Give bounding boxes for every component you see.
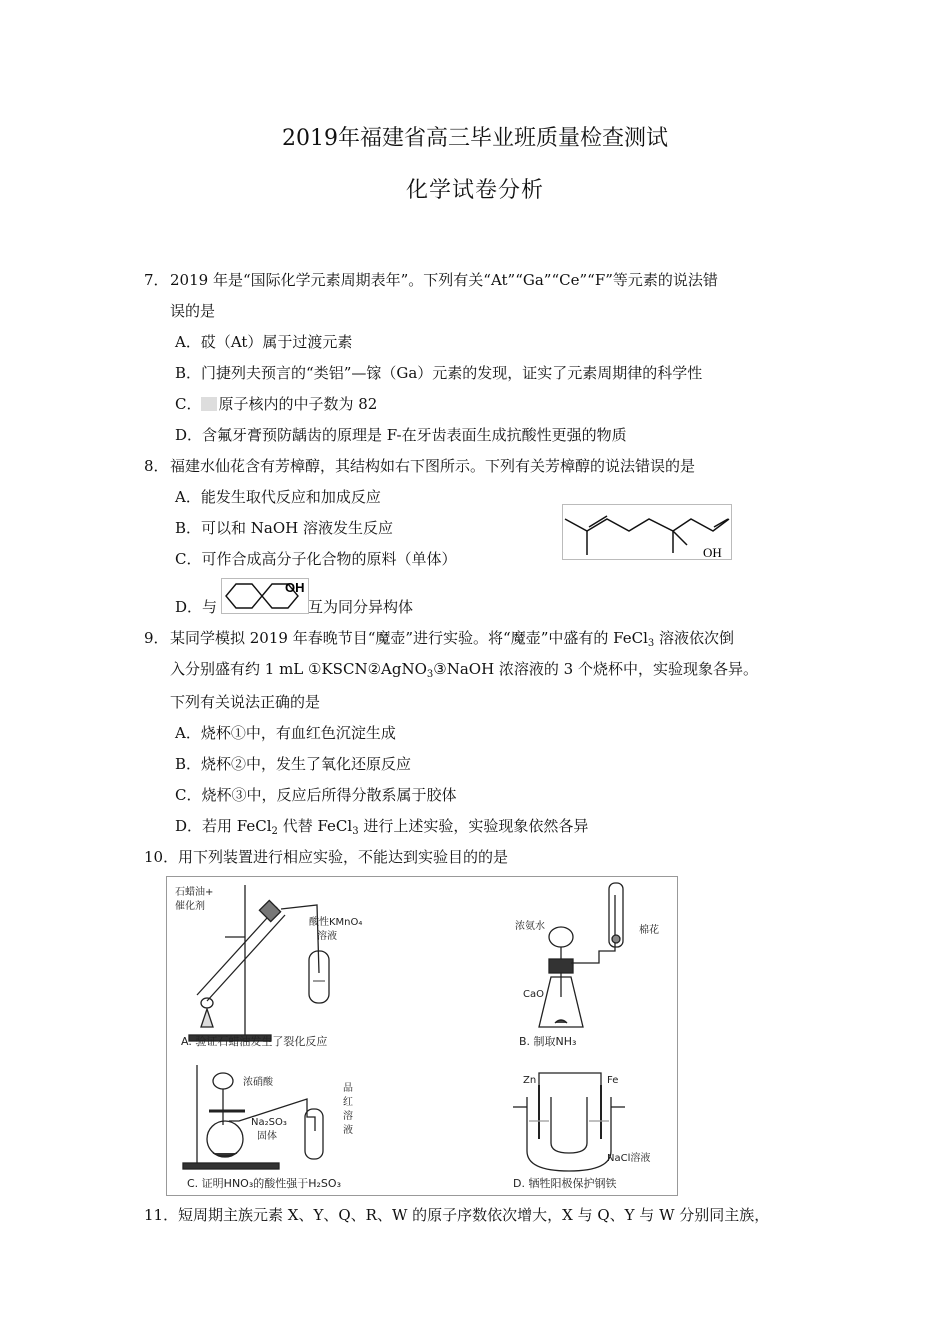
q9-l2-text: 入分别盛有约 1 mL ①KSCN②AgNO	[170, 660, 427, 678]
label-cotton: 棉花	[639, 925, 659, 936]
q7-stem-line2: 误的是	[170, 302, 216, 320]
q9-d-text2: 代替 FeCl	[277, 817, 353, 835]
q7-number: 7．	[144, 271, 169, 289]
label-pin: 品	[343, 1083, 353, 1094]
q7-option-c	[175, 394, 377, 414]
q9-l1-text2: 溶液依次倒	[654, 629, 735, 647]
q9-l2-sub: 3	[426, 669, 434, 680]
q9-number: 9．	[144, 629, 169, 647]
linalool-structure	[562, 504, 732, 560]
label-ye: 液	[343, 1125, 353, 1136]
apparatus-figure	[166, 876, 678, 1196]
q8-number: 8．	[144, 457, 169, 475]
q9-d-text3: 进行上述实验，实验现象依然各异	[358, 817, 589, 835]
caption-d: D. 牺牲阳极保护钢铁	[513, 1177, 617, 1190]
q8-option-b: B．可以和 NaOH 溶液发生反应	[175, 519, 394, 537]
decalinol-structure	[221, 578, 309, 614]
q8-option-d-suffix: 互为同分异构体	[308, 598, 414, 616]
caption-a: A. 验证石蜡油发生了裂化反应	[181, 1035, 328, 1048]
page-title: 2019年福建省高三毕业班质量检查测试	[282, 126, 668, 151]
q7-option-b: B．门捷列夫预言的“类铝”—镓（Ga）元素的发现，证实了元素周期律的科学性	[175, 364, 703, 382]
q7-option-c-text: 原子核内的中子数为 82	[218, 395, 378, 413]
label-rong: 溶	[343, 1111, 353, 1122]
q7-option-c-prefix: C．	[175, 395, 202, 413]
caption-c: C. 证明HNO₃的酸性强于H₂SO₃	[187, 1177, 341, 1190]
q11-number: 11．	[144, 1206, 179, 1224]
q8-stem: 福建水仙花含有芳樟醇，其结构如右下图所示。下列有关芳樟醇的说法错误的是	[170, 457, 696, 475]
q9-stem-line3: 下列有关说法正确的是	[170, 693, 321, 711]
q9-d-sub2: 3	[352, 826, 359, 837]
nuclide-symbol-icon	[201, 397, 217, 411]
q7-stem-line1: 2019 年是“国际化学元素周期表年”。下列有关“At”“Ga”“Ce”“F”等元素的说法错	[170, 271, 718, 289]
q9-d-sub1: 2	[271, 826, 278, 837]
label-hong: 红	[343, 1097, 353, 1108]
label-ammonia: 浓氨水	[515, 921, 545, 932]
q8-option-a: A．能发生取代反应和加成反应	[175, 488, 381, 506]
label-solid: 固体	[257, 1131, 277, 1142]
apparatus-b	[539, 883, 623, 1027]
page-subtitle: 化学试卷分析	[405, 178, 544, 203]
label-na2so3: Na₂SO₃	[251, 1117, 287, 1128]
label-zn: Zn	[523, 1075, 537, 1086]
label-nitric: 浓硝酸	[243, 1077, 273, 1088]
q9-option-d	[175, 816, 588, 842]
q7-option-d: D．含氟牙膏预防龋齿的原理是 F-在牙齿表面生成抗酸性更强的物质	[175, 426, 627, 444]
q9-l1-text: 某同学模拟 2019 年春晚节目“魔壶”进行实验。将“魔壶”中盛有的 FeCl	[170, 629, 648, 647]
q9-stem-line1	[170, 628, 734, 654]
q9-stem-line2	[170, 659, 758, 685]
label-nacl: NaCl溶液	[607, 1153, 651, 1164]
label-solution-a: 溶液	[317, 931, 337, 942]
label-cao: CaO	[523, 989, 544, 1000]
q10-stem: 用下列装置进行相应实验，不能达到实验目的的是	[178, 848, 509, 866]
q7-option-a: A．砹（At）属于过渡元素	[175, 333, 353, 351]
q9-option-a: A．烧杯①中，有血红色沉淀生成	[175, 724, 396, 742]
label-catalyst: 催化剂	[175, 901, 205, 912]
caption-b: B. 制取NH₃	[519, 1035, 577, 1048]
q8-option-d-prefix: D．与	[175, 598, 218, 616]
q11-stem: 短周期主族元素 X、Y、Q、R、W 的原子序数依次增大，X 与 Q、Y 与 W 分别同主族，	[178, 1206, 770, 1224]
q9-option-b: B．烧杯②中，发生了氧化还原反应	[175, 755, 412, 773]
q9-l2-text2: ③NaOH 浓溶液的 3 个烧杯中，实验现象各异。	[433, 660, 758, 678]
decalinol-oh-label: OH	[285, 580, 305, 595]
label-kmno4: 酸性KMnO₄	[309, 917, 363, 928]
q8-option-c: C．可作合成高分子化合物的原料（单体）	[175, 550, 457, 568]
q9-option-c: C．烧杯③中，反应后所得分散系属于胶体	[175, 786, 457, 804]
apparatus-a	[189, 885, 329, 1041]
label-paraffin: 石蜡油+	[175, 887, 214, 898]
linalool-oh-label: OH	[703, 545, 722, 559]
q9-l1-sub: 3	[647, 638, 655, 649]
q10-number: 10．	[144, 848, 179, 866]
q9-d-text1: D．若用 FeCl	[175, 817, 272, 835]
label-fe: Fe	[607, 1075, 619, 1086]
